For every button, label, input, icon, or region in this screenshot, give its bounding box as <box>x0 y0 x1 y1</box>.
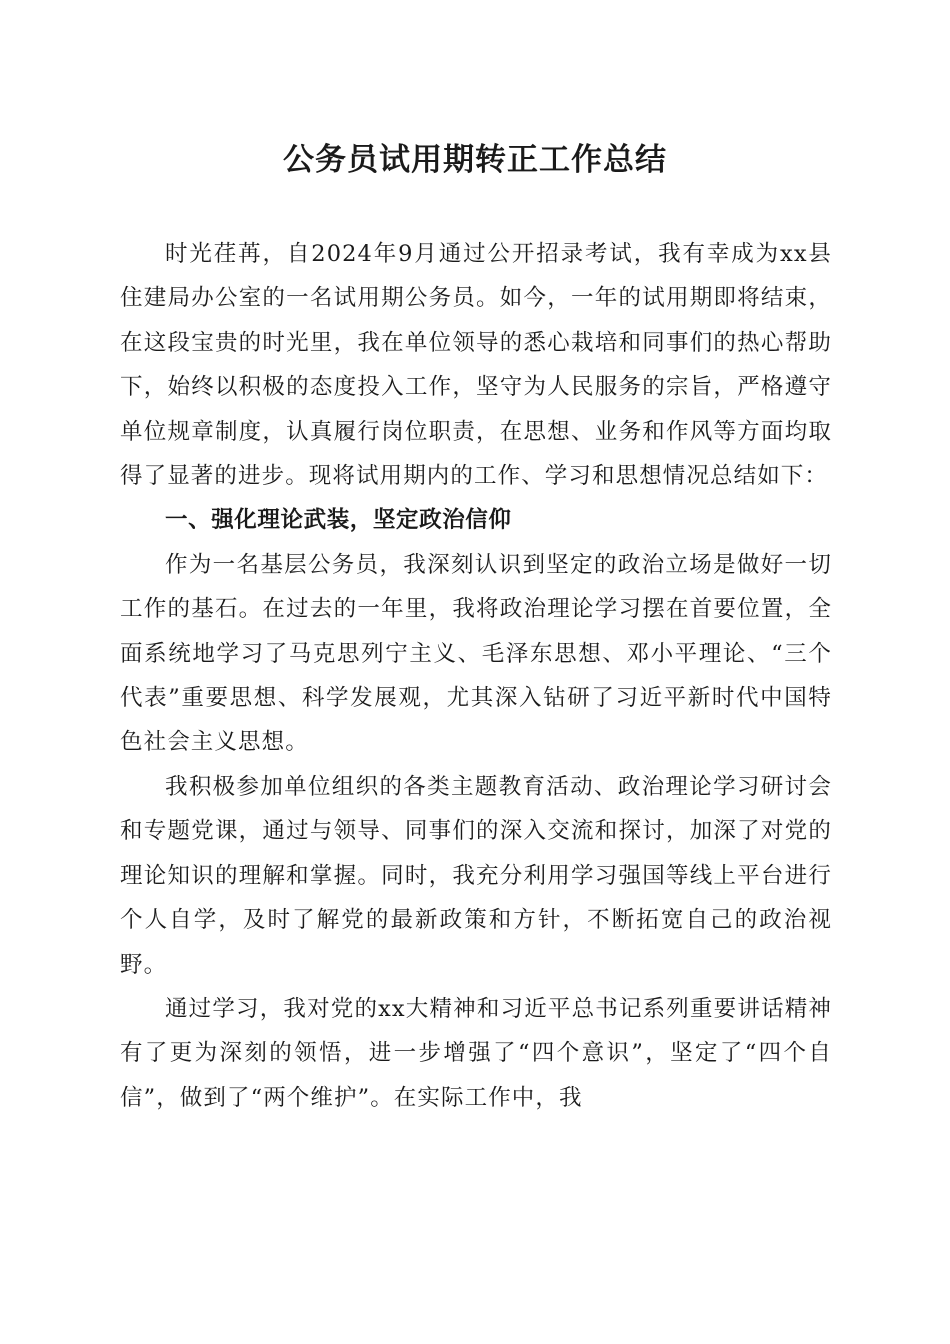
document-body <box>120 232 832 1120</box>
document-title: 公务员试用期转正工作总结 <box>283 142 667 178</box>
intro-paragraph: 时光荏苒，自2024年9月通过公开招录考试，我有幸成为xx县住建局办公室的一名试用期公务员。如今，一年的试用期即将结束，在这段宝贵的时光里，我在单位领导的悉心栽培和同事们的热心帮助下，始终以积极的态度投入工作，坚守为人民服务的宗旨，严格遵守单位规章制度，认真履行岗位职责，在思想、业务和作风等方面均取得了显著的进步。现将试用期内的工作、学习和思想情况总结如下： <box>120 241 832 490</box>
section1-paragraph-1: 作为一名基层公务员，我深刻认识到坚定的政治立场是做好一切工作的基石。在过去的一年里，我将政治理论学习摆在首要位置，全面系统地学习了马克思列宁主义、毛泽东思想、邓小平理论、“三个代表”重要思想、科学发展观，尤其深入钻研了习近平新时代中国特色社会主义思想。 <box>120 551 832 756</box>
section1-paragraph-2: 我积极参加单位组织的各类主题教育活动、政治理论学习研讨会和专题党课，通过与领导、同事们的深入交流和探讨，加深了对党的理论知识的理解和掌握。同时，我充分利用学习强国等线上平台进行个人自学，及时了解党的最新政策和方针，不断拓宽自己的政治视野。 <box>120 773 832 978</box>
section-heading-1: 一、强化理论武装，坚定政治信仰 <box>165 507 512 534</box>
section1-paragraph-3: 通过学习，我对党的xx大精神和习近平总书记系列重要讲话精神有了更为深刻的领悟，进一步增强了“四个意识”，坚定了“四个自信”，做到了“两个维护”。在实际工作中，我 <box>120 995 832 1111</box>
